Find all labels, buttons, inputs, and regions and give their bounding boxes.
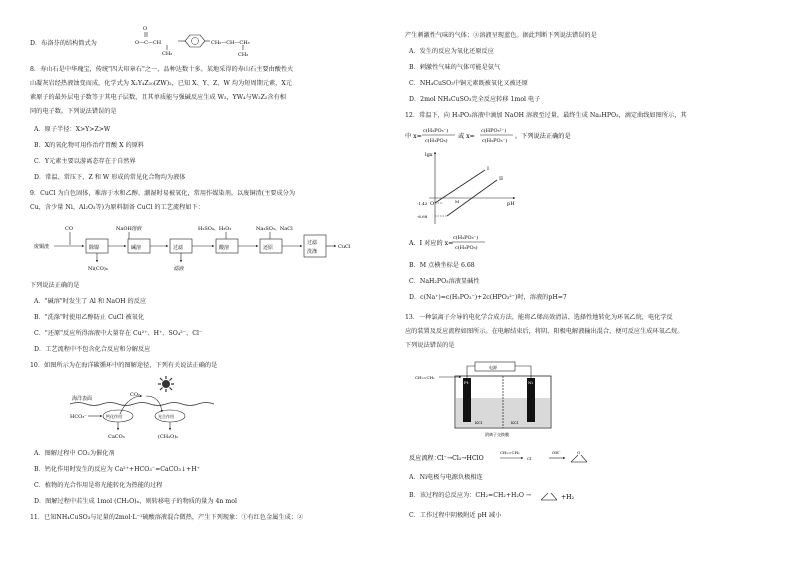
device-ethylene: CH₂=CH₂ — [415, 375, 435, 380]
flow-step-wash: 洗涤 — [307, 249, 318, 255]
flow-step-acid: 酸溶 — [219, 245, 230, 251]
q7-option-d: D．布洛芬的结构简式为 — [30, 40, 97, 47]
flow-step-filter2: 过滤 — [307, 240, 318, 246]
q11-continued: 产生刺激性气味的气体；③溶液呈现蓝色。据此判断下列说法错误的是 — [405, 32, 597, 39]
q8-line-2: 山凝灰岩经热液蚀变而成，化学式为 X₂Y₄Z₁₀(ZW)₂，已知 X、Y、Z、W 均为短周期元素，X元 — [30, 80, 292, 87]
ocean-carbon-cycle-diagram — [70, 374, 230, 444]
q12-fraction-line — [405, 122, 665, 148]
q8-option-c: C．Y元素主要以游离态存在于自然界 — [34, 158, 136, 165]
q8-option-d: D．常温、常压下，Z 和 W 形成的常见化合物均为液体 — [34, 174, 186, 181]
frac2-den: c(H₂PO₃⁻) — [482, 138, 508, 144]
flow-step-alkali: 碱溶 — [131, 245, 142, 251]
graph-xlabel: pH — [507, 201, 515, 207]
frac2-num: c(HPO₃²⁻) — [481, 128, 507, 134]
co2-label: CO₂ — [130, 392, 140, 398]
flow-product: CuCl — [338, 244, 351, 250]
q13-option-b-product — [537, 486, 597, 506]
q11-line: 11．已知NH₄CuSO₃与足量的2mol·L⁻¹硫酸溶液混合微热，产生下列现象：①有红色金属生成；② — [30, 514, 304, 521]
q9-option-d: D．工艺流程中不包含化合反应和分解反应 — [34, 346, 151, 353]
q10-line: 10．如图所示为在海洋碳循环中的图解途径，下列有关说法正确的是 — [30, 362, 218, 369]
q12-opt-a-pre: A．I 对应的 x= — [409, 240, 454, 247]
ch3-fragment-b: CH₃ — [238, 52, 249, 58]
flow-byproduct-nico: Ni(CO)₄ — [88, 266, 108, 272]
benzene-ring — [185, 35, 205, 47]
q12-line2-tail: 。下列说法正确的是 — [515, 133, 571, 140]
q9-line-2: Cu，含少量 Ni、Al₂O₃等)为原料制备 CuCl 的工艺流程如下： — [30, 204, 204, 211]
ocean-surface-label: 海洋表面 — [72, 396, 93, 402]
flow-oh: OH⁻ — [552, 450, 561, 455]
calcification-label: 钙化作用 — [106, 414, 122, 419]
flow-reagent-acid: H₂SO₄、H₂O₂ — [198, 226, 232, 232]
q13-option-a: A．Ni电极与电源负极相连 — [409, 474, 483, 481]
flow-reagent-reduce: Na₂SO₃、NaCl — [256, 226, 293, 232]
q8-line-3: 素原子的最外层电子数等于其电子层数，且其单质能与强碱反应生成 W₂，YW₄与W₂Z₂含有相 — [30, 94, 286, 101]
frac1-num: c(H₂PO₃⁻) — [423, 128, 449, 134]
isobutyl-fragment: CH₂—CH—CH₃ — [211, 40, 250, 46]
q13-option-b: B．该过程的总反应为：CH₂=CH₂+H₂O → — [409, 492, 532, 499]
flow-step-filter: 过滤 — [173, 245, 184, 251]
q12-line-1: 12．常温下，向 H₃PO₃溶液中滴加 NaOH 溶液至过量，最终生成 Na₂HPO₃，滴定曲线如图所示，其 — [405, 112, 687, 119]
q12-option-c: C．NaH₂PO₃溶液显碱性 — [409, 278, 480, 285]
bicarbonate-label: HCO₃⁻ — [70, 414, 87, 420]
q12-x-eq-b: 或 x= — [458, 133, 475, 140]
left-column — [30, 0, 390, 562]
q10-option-d: D．图解过程中若生成 1mol (CH₂O)ₙ，则转移电子的物质的量为 4n mol — [34, 498, 237, 505]
sun-icon — [158, 376, 174, 392]
pt-label: Pt — [464, 380, 469, 385]
ni-label: Ni — [528, 380, 533, 385]
kcl-right: KCl — [511, 420, 519, 425]
graph-ylabel: lgx — [425, 152, 433, 158]
flow-reagent-naoh: NaOH溶液 — [116, 226, 142, 232]
epoxide-ring-icon — [571, 450, 587, 462]
q8-line-4: 同的电子数。下列说法错误的是 — [30, 108, 117, 115]
q9-option-b: B．"洗涤"时使用乙醇防止 CuCl 被氧化 — [34, 314, 145, 321]
kcl-left: KCl — [475, 420, 483, 425]
flow-chain: Cl⁻→Cl₂→HClO — [437, 455, 484, 462]
ibuprofen-structure — [30, 22, 290, 64]
right-column — [405, 0, 765, 562]
q12-x-eq-a: 中 x= — [405, 133, 422, 140]
power-supply-label: 电源 — [489, 365, 497, 370]
q10-option-b: B．钙化作用时发生的反应为 Ca²⁺+HCO₃⁻=CaCO₃↓+H⁺ — [34, 466, 200, 473]
graph-label-ii: II — [499, 176, 503, 182]
graph-origin: O — [430, 201, 435, 207]
q10-option-a: A．图解过程中 CO₂为催化剂 — [34, 450, 115, 457]
graph-label-i: I — [487, 166, 489, 172]
epoxide-ring-icon — [541, 493, 557, 500]
flow-filtrate: 滤液 — [174, 266, 185, 272]
flow-reagent-co: CO — [65, 226, 73, 232]
flow-label: 反应流程： — [409, 455, 440, 462]
q13-option-c: C．工作过程中阴极附近 pH 减小 — [409, 512, 502, 519]
q9-line-1: 9．CuCl 为白色固体，难溶于水和乙醇，潮湿时易被氧化，常用作媒染剂。以废铜渣(主要成分为 — [30, 190, 296, 197]
graph-y1: -1.43 — [417, 201, 428, 206]
q12-opt-a-den: c(H₃PO₃) — [455, 245, 478, 251]
membrane-label: 阴离子交换膜 — [485, 432, 509, 437]
flow-cl-intermediate: Cl — [527, 456, 532, 461]
photosynthesis-label: 光合作用 — [158, 414, 174, 419]
q9-question: 下列说法正确的是 — [30, 282, 80, 289]
q12-option-a — [405, 230, 605, 254]
q12-option-d: D．c(Na⁺)=c(H₂PO₃⁻)+2c(HPO₃²⁻)时，溶液的pH=7 — [409, 294, 567, 301]
electrolysis-device — [415, 360, 565, 440]
flow-reagent: CH₂=CH₂ — [500, 450, 520, 455]
ocean-surface-wave — [70, 403, 214, 406]
ester-fragment: O—C—CH — [135, 40, 162, 46]
caco3-label: CaCO₃ — [108, 434, 125, 440]
q11-option-b: B．刺激性气味的气体可能是氨气 — [409, 64, 501, 71]
graph-y2: -6.68 — [417, 214, 428, 219]
q8-option-b: B．X的氧化物可用作治疗胃酸 X 的原料 — [34, 142, 145, 149]
q8-option-a: A．原子半径：X>Y>Z>W — [34, 126, 111, 133]
cucl-process-flow — [30, 218, 370, 272]
carbonyl-o: O — [143, 26, 148, 32]
flow-step-nickel: 除镍 — [89, 245, 100, 251]
q13-option-b-tail: +H₂ — [561, 494, 575, 501]
flow-start: 废铜渣 — [34, 244, 50, 250]
q12-opt-a-num: c(H₂PO₃⁻) — [453, 235, 479, 241]
flow-step-reduce: 还原 — [263, 245, 274, 251]
q8-line-1: 8．寿山石是中华瑰宝，传统"四大印章石"之一，品种达数十多。某地采得的寿山石主要由酸性火 — [30, 66, 294, 73]
q10-option-c: C．植物的光合作用是将光能转化为热能的过程 — [34, 482, 163, 489]
q12-option-b: B．M 点横坐标是 6.68 — [409, 262, 475, 269]
q11-option-d: D．2mol NH₄CuSO₃完全反应转移 1mol 电子 — [409, 96, 541, 103]
q13-reaction-flow — [405, 446, 635, 472]
q13-line-3: 下列说法错误的是 — [405, 342, 455, 349]
ch2o-label: (CH₂O)ₙ — [158, 434, 179, 440]
q11-option-a: A．发生的反应为氧化还原反应 — [409, 48, 494, 55]
q13-line-2: 应的装置及反应流程如图所示。在电解结束后，将阴、阳极电解液输出混合，便可反应生成环氧乙烷。 — [405, 328, 684, 335]
titration-graph — [415, 148, 525, 228]
q11-option-c: C．NH₄CuSO₃中铜元素既被氧化又被还原 — [409, 80, 528, 87]
frac1-den: c(H₃PO₃) — [425, 138, 448, 144]
q9-option-c: C．"还原"反应所得溶液中大量存在 Cu²⁺、H⁺、SO₄²⁻、Cl⁻ — [34, 330, 203, 337]
ch3-fragment-a: CH₃ — [162, 51, 173, 57]
graph-point-m: M — [455, 199, 460, 204]
q9-option-a: A．"碱溶"时发生了 Al 和 NaOH 的反应 — [34, 298, 147, 305]
q13-line-1: 13．一种氯离子介导的电化学合成方法，能将乙烯高效清洁、选择性地转化为环氧乙烷，电化学反 — [405, 314, 673, 321]
epoxide-o: O — [577, 450, 581, 455]
